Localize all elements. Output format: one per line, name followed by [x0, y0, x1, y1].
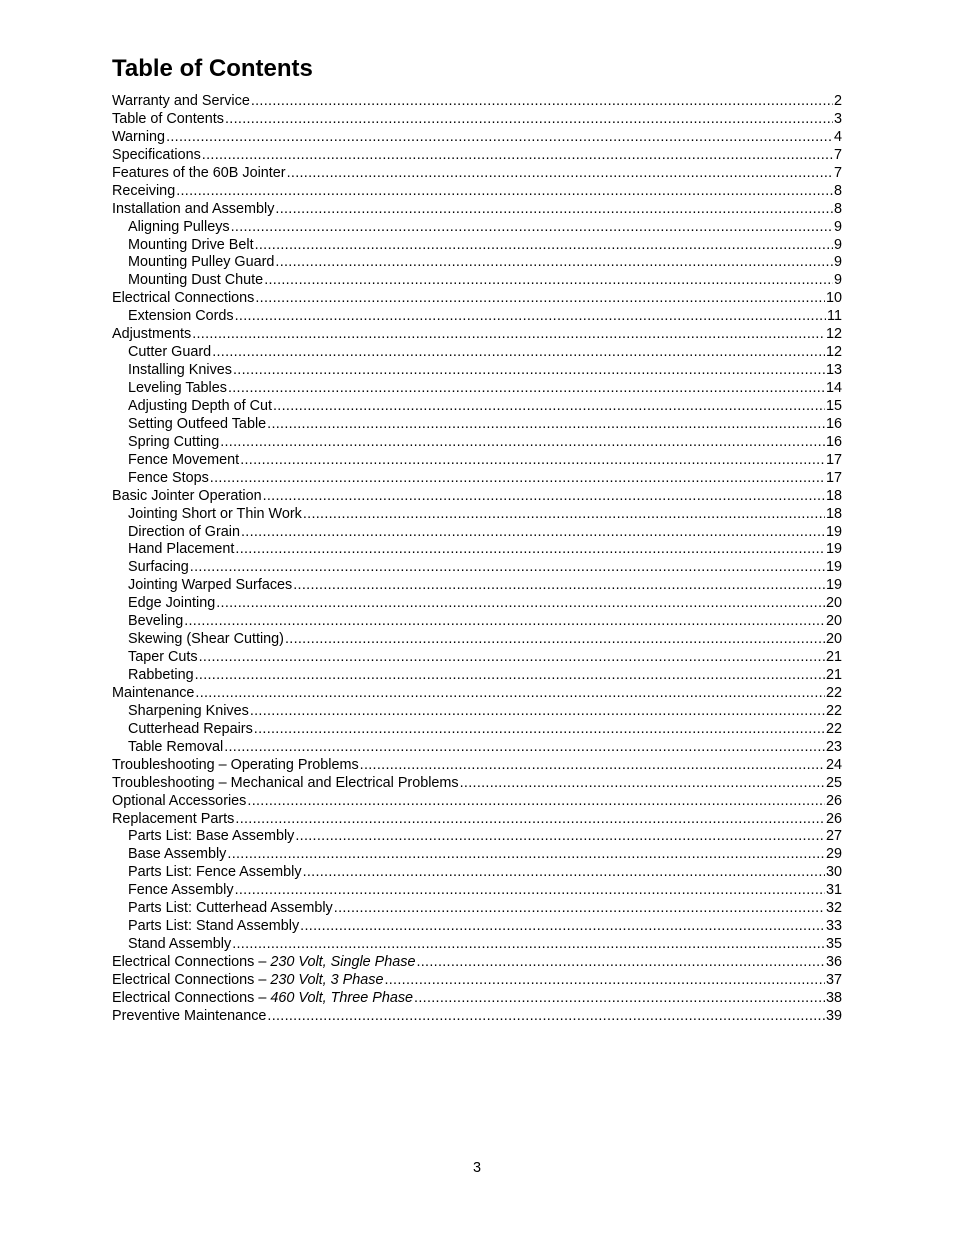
dot-leader [176, 183, 833, 201]
toc-entry-label-text: Installation and Assembly [112, 200, 275, 217]
toc-entry-page: 14 [825, 380, 842, 396]
toc-entry-page: 37 [825, 971, 842, 988]
toc-entry-label [112, 111, 224, 129]
toc-entry-label [128, 254, 274, 272]
toc-entry[interactable] [112, 649, 842, 667]
dot-leader [416, 954, 825, 972]
toc-entry-label-text: Warranty and Service [112, 93, 250, 109]
toc-entry-page: 2 [833, 93, 842, 109]
toc-entry[interactable] [112, 685, 842, 703]
toc-entry-label-text: Parts List: Stand Assembly [128, 918, 300, 935]
toc-entry[interactable] [112, 990, 842, 1008]
toc-entry[interactable] [112, 577, 842, 595]
toc-entry-label-text: Specifications [112, 146, 201, 163]
toc-entry[interactable] [112, 631, 842, 649]
dot-leader [250, 703, 825, 721]
dot-leader [235, 882, 825, 900]
dot-leader [384, 972, 825, 990]
toc-entry[interactable] [112, 703, 842, 721]
toc-entry-page: 10 [825, 290, 842, 307]
dot-leader [220, 434, 825, 452]
table-of-contents [112, 93, 842, 1026]
toc-entry-label-text: Skewing (Shear Cutting) [128, 631, 284, 648]
toc-entry-label [112, 326, 191, 344]
dot-leader [255, 290, 825, 308]
toc-entry-label [128, 470, 209, 488]
toc-entry[interactable] [112, 147, 842, 165]
toc-entry[interactable] [112, 398, 842, 416]
toc-entry-page: 20 [825, 631, 842, 648]
toc-entry[interactable] [112, 864, 842, 882]
dot-leader [216, 595, 825, 613]
toc-entry[interactable] [112, 362, 842, 380]
toc-entry-label-text: Warning [112, 128, 166, 145]
toc-entry[interactable] [112, 290, 842, 308]
toc-entry-label-text: Fence Movement [128, 451, 240, 468]
page-title: Table of Contents [112, 55, 313, 82]
dot-leader [235, 541, 825, 559]
dot-leader [195, 667, 825, 685]
toc-entry[interactable] [112, 129, 842, 147]
toc-entry[interactable] [112, 452, 842, 470]
toc-entry-label [128, 434, 219, 452]
toc-entry-label [128, 380, 227, 398]
toc-entry-label-text: Beveling [128, 613, 184, 630]
toc-entry-label [128, 828, 294, 846]
toc-entry[interactable] [112, 470, 842, 488]
toc-entry-page: 19 [825, 559, 842, 576]
toc-entry-label-text: Aligning Pulleys [128, 218, 230, 235]
dot-leader [192, 326, 825, 344]
dot-leader [303, 506, 825, 524]
dot-leader [287, 165, 833, 183]
toc-entry-page: 38 [825, 989, 842, 1006]
toc-entry-label [128, 237, 254, 255]
dot-leader [212, 344, 825, 362]
toc-entry-label [128, 739, 223, 757]
toc-entry-label-text: Mounting Dust Chute [128, 272, 264, 289]
toc-entry-page: 21 [825, 667, 842, 683]
toc-entry-label-text: Base Assembly [128, 846, 227, 863]
toc-entry-label [112, 201, 274, 219]
toc-entry-label-text: Parts List: Fence Assembly [128, 864, 302, 881]
toc-entry-page: 3 [833, 110, 842, 127]
toc-entry[interactable] [112, 524, 842, 542]
toc-entry[interactable] [112, 739, 842, 757]
toc-entry-page: 26 [825, 792, 842, 809]
dot-leader [240, 452, 825, 470]
dot-leader [199, 649, 825, 667]
toc-entry[interactable] [112, 93, 842, 111]
toc-entry[interactable] [112, 416, 842, 434]
dot-leader [267, 1008, 825, 1026]
toc-entry[interactable] [112, 1008, 842, 1026]
toc-entry-label-text: Jointing Warped Surfaces [128, 577, 293, 594]
toc-entry-page: 39 [825, 1007, 842, 1024]
toc-entry-page: 16 [825, 433, 842, 450]
dot-leader [285, 631, 825, 649]
toc-entry-page: 20 [825, 595, 842, 612]
toc-entry-page: 7 [833, 164, 842, 181]
toc-entry-label-text: Electrical Connections [112, 290, 255, 307]
dot-leader [254, 721, 825, 739]
toc-entry-label-text: Sharpening Knives [128, 702, 249, 719]
dot-leader [273, 398, 825, 416]
toc-entry-label [128, 308, 234, 326]
dot-leader [195, 685, 825, 703]
toc-entry-label [112, 811, 234, 829]
toc-entry-page: 19 [825, 523, 842, 540]
dot-leader [228, 380, 825, 398]
toc-entry[interactable] [112, 488, 842, 506]
toc-entry-label-text: Fence Assembly [128, 882, 234, 899]
toc-entry[interactable] [112, 165, 842, 183]
toc-entry[interactable] [112, 721, 842, 739]
toc-entry[interactable] [112, 559, 842, 577]
toc-entry[interactable] [112, 846, 842, 864]
toc-entry[interactable] [112, 900, 842, 918]
toc-entry-label [112, 147, 201, 165]
dot-leader [247, 793, 825, 811]
toc-entry-label-text: Taper Cuts [128, 649, 198, 666]
toc-entry-label [128, 864, 302, 882]
dot-leader [190, 559, 825, 577]
toc-entry[interactable] [112, 272, 842, 290]
dot-leader [251, 93, 833, 111]
toc-entry-label [128, 721, 253, 739]
toc-entry-label-text: Mounting Pulley Guard [128, 254, 275, 271]
toc-entry[interactable] [112, 811, 842, 829]
toc-entry[interactable] [112, 793, 842, 811]
toc-entry-label-text: Preventive Maintenance [112, 1007, 267, 1024]
toc-entry[interactable] [112, 308, 842, 326]
toc-entry-label [128, 541, 234, 559]
toc-entry-label [112, 165, 286, 183]
toc-entry[interactable] [112, 595, 842, 613]
dot-leader [255, 237, 833, 255]
toc-entry-label-text: Spring Cutting [128, 433, 220, 450]
toc-entry-label-text: Leveling Tables [128, 380, 227, 396]
toc-entry-page: 30 [825, 864, 842, 881]
toc-entry-page: 11 [827, 308, 842, 325]
toc-entry-page: 4 [833, 128, 842, 145]
dot-leader [166, 129, 833, 147]
toc-entry-label-text: Replacement Parts [112, 810, 235, 827]
toc-entry-label-text: Electrical Connections – [112, 989, 271, 1006]
toc-entry-label-italic: 460 Volt, Three Phase [270, 989, 414, 1006]
toc-entry-label [112, 775, 459, 793]
dot-leader [334, 900, 825, 918]
toc-entry-label-text: Rabbeting [128, 667, 194, 683]
toc-entry-label [128, 649, 198, 667]
toc-entry-label-text: Electrical Connections – [112, 954, 271, 970]
toc-entry-label-text: Adjusting Depth of Cut [128, 397, 272, 414]
toc-entry-label-text: Surfacing [128, 559, 189, 576]
toc-entry-label-text: Setting Outfeed Table [128, 415, 267, 432]
toc-entry-label [128, 577, 292, 595]
toc-entry-page: 31 [825, 882, 842, 899]
dot-leader [275, 201, 833, 219]
dot-leader [224, 739, 825, 757]
toc-entry-label [128, 362, 232, 380]
toc-entry-label-text: Extension Cords [128, 308, 234, 325]
toc-entry[interactable] [112, 201, 842, 219]
toc-entry-label-text: Adjustments [112, 326, 192, 343]
toc-entry-label-text: Table Removal [128, 738, 224, 755]
toc-entry-label [112, 757, 359, 775]
toc-entry-page: 27 [825, 828, 842, 845]
toc-entry-label-text: Installing Knives [128, 362, 232, 379]
dot-leader [264, 272, 833, 290]
toc-entry-label-text: Basic Jointer Operation [112, 487, 262, 504]
dot-leader [202, 147, 833, 165]
dot-leader [303, 864, 825, 882]
toc-entry-label-text: Mounting Drive Belt [128, 236, 254, 253]
toc-entry[interactable] [112, 541, 842, 559]
toc-entry-page: 18 [825, 505, 842, 522]
toc-entry[interactable] [112, 434, 842, 452]
dot-leader [235, 308, 826, 326]
toc-entry-label [128, 219, 230, 237]
toc-entry-page: 9 [833, 272, 842, 289]
toc-entry-label [128, 506, 302, 524]
toc-entry[interactable] [112, 237, 842, 255]
toc-entry-label-text: Troubleshooting – Mechanical and Electrical Problems [112, 774, 459, 791]
toc-entry-page: 23 [825, 738, 842, 755]
dot-leader [293, 577, 825, 595]
toc-entry-label-text: Troubleshooting – Operating Problems [112, 756, 359, 773]
toc-entry-page: 17 [825, 469, 842, 486]
toc-entry-label [128, 846, 226, 864]
dot-leader [235, 811, 825, 829]
toc-entry-page: 9 [833, 254, 842, 271]
page-number: 3 [472, 1160, 481, 1176]
toc-entry-page: 12 [825, 326, 842, 343]
toc-entry-page: 16 [825, 415, 842, 432]
toc-entry-page: 8 [833, 200, 842, 217]
toc-entry-label [128, 344, 211, 362]
toc-entry-label [112, 685, 194, 703]
toc-entry-label [128, 918, 299, 936]
dot-leader [225, 111, 833, 129]
toc-entry-page: 9 [833, 218, 842, 235]
toc-entry[interactable] [112, 344, 842, 362]
toc-entry-label [128, 667, 194, 685]
toc-entry-label-text: Parts List: Cutterhead Assembly [128, 900, 333, 917]
toc-entry-label-text: Receiving [112, 182, 176, 199]
toc-entry-label-text: Parts List: Base Assembly [128, 828, 295, 845]
dot-leader [300, 918, 825, 936]
toc-entry-page: 19 [825, 577, 842, 594]
toc-entry-page: 25 [825, 774, 842, 791]
toc-entry-page: 35 [825, 936, 842, 953]
toc-entry-page: 15 [825, 397, 842, 414]
toc-entry-label-text: Table of Contents [112, 110, 224, 127]
toc-entry-page: 22 [825, 684, 842, 701]
dot-leader [241, 524, 825, 542]
toc-entry-label-text: Electrical Connections – [112, 971, 271, 988]
toc-entry-page: 7 [833, 146, 842, 163]
toc-entry-label [128, 595, 215, 613]
toc-entry[interactable] [112, 918, 842, 936]
toc-entry-page: 32 [825, 900, 842, 917]
toc-entry-label [128, 398, 272, 416]
toc-entry-label [112, 972, 383, 990]
toc-entry[interactable] [112, 111, 842, 129]
toc-entry-page: 26 [825, 810, 842, 827]
toc-entry-page: 12 [825, 344, 842, 361]
toc-entry-label [128, 882, 234, 900]
toc-entry-page: 22 [825, 720, 842, 737]
toc-entry[interactable] [112, 219, 842, 237]
dot-leader [233, 362, 825, 380]
toc-entry[interactable] [112, 757, 842, 775]
dot-leader [210, 470, 825, 488]
toc-entry-label [128, 936, 231, 954]
toc-entry[interactable] [112, 254, 842, 272]
toc-entry-page: 8 [833, 182, 842, 199]
toc-entry-label-text: Hand Placement [128, 541, 235, 558]
toc-entry-label [112, 93, 250, 111]
toc-entry-label-italic: 230 Volt, Single Phase [270, 954, 416, 970]
toc-entry[interactable] [112, 380, 842, 398]
toc-entry-label [112, 129, 165, 147]
toc-entry-label [128, 631, 284, 649]
toc-entry[interactable] [112, 506, 842, 524]
toc-entry-label-text: Edge Jointing [128, 595, 216, 612]
toc-entry-page: 36 [825, 954, 842, 970]
toc-entry[interactable] [112, 972, 842, 990]
dot-leader [460, 775, 825, 793]
toc-entry-label [128, 559, 189, 577]
toc-entry-label [128, 613, 183, 631]
toc-entry-page: 33 [825, 918, 842, 935]
toc-entry[interactable] [112, 326, 842, 344]
toc-entry-label [128, 524, 240, 542]
toc-entry-label [112, 290, 254, 308]
toc-entry-page: 22 [825, 702, 842, 719]
toc-entry-label [112, 990, 413, 1008]
toc-entry-page: 13 [825, 362, 842, 379]
toc-entry-label [128, 900, 333, 918]
toc-entry[interactable] [112, 828, 842, 846]
toc-entry-label [128, 703, 249, 721]
toc-entry-label-text: Optional Accessories [112, 792, 247, 809]
dot-leader [184, 613, 825, 631]
toc-entry-label-text: Cutter Guard [128, 344, 212, 361]
toc-entry-label-text: Fence Stops [128, 469, 209, 486]
toc-entry-label [128, 416, 266, 434]
toc-entry-label [112, 793, 246, 811]
toc-entry-label [128, 452, 239, 470]
toc-entry-label [112, 1008, 266, 1026]
toc-entry-label-text: Cutterhead Repairs [128, 720, 253, 737]
dot-leader [267, 416, 825, 434]
toc-entry-page: 21 [825, 649, 842, 666]
toc-entry-label-text: Maintenance [112, 684, 195, 701]
toc-entry[interactable] [112, 183, 842, 201]
dot-leader [414, 990, 825, 1008]
toc-entry-label-text: Features of the 60B Jointer [112, 164, 286, 181]
toc-entry-label [112, 488, 262, 506]
toc-entry-page: 24 [825, 756, 842, 773]
toc-entry[interactable] [112, 775, 842, 793]
dot-leader [295, 828, 825, 846]
toc-entry-page: 19 [825, 541, 842, 558]
toc-entry-page: 18 [825, 487, 842, 504]
toc-entry-label-italic: 230 Volt, 3 Phase [270, 971, 384, 988]
toc-entry-label [112, 183, 175, 201]
toc-entry[interactable] [112, 882, 842, 900]
toc-entry-label-text: Jointing Short or Thin Work [128, 505, 302, 522]
toc-entry-label [112, 954, 415, 972]
dot-leader [231, 219, 833, 237]
toc-entry-label [128, 272, 263, 290]
dot-leader [360, 757, 825, 775]
dot-leader [232, 936, 825, 954]
toc-entry-label-text: Stand Assembly [128, 936, 232, 953]
toc-entry-page: 17 [825, 451, 842, 468]
toc-entry[interactable] [112, 613, 842, 631]
dot-leader [227, 846, 825, 864]
toc-entry-label-text: Direction of Grain [128, 523, 240, 540]
toc-entry[interactable] [112, 936, 842, 954]
toc-entry[interactable] [112, 667, 842, 685]
toc-entry-page: 9 [833, 236, 842, 253]
toc-entry[interactable] [112, 954, 842, 972]
toc-entry-page: 29 [825, 846, 842, 863]
dot-leader [263, 488, 825, 506]
dot-leader [275, 254, 833, 272]
toc-entry-page: 20 [825, 613, 842, 630]
